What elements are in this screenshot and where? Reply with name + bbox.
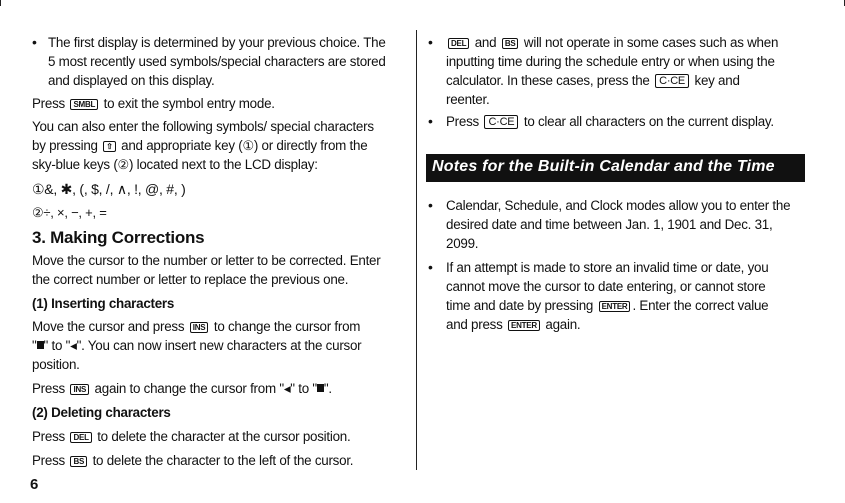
paragraph-line: Move the cursor to the number or letter to be corrected. Enter <box>32 253 381 268</box>
text-fragment: Press <box>32 381 65 396</box>
shift-key-icon: ⇧ <box>103 141 115 152</box>
paragraph-line: You can also enter the following symbols/ special characters <box>32 119 374 134</box>
text-fragment: Press <box>32 429 65 444</box>
symbols-list-2: ②÷, ×, −, +, = <box>32 205 107 220</box>
del-key-icon: DEL <box>448 38 469 49</box>
symbols-list-1: ①&, ✱, (, $, /, ∧, !, @, #, ) <box>32 181 186 197</box>
block-cursor-icon <box>317 384 324 392</box>
paragraph-line <box>446 35 778 50</box>
paragraph-line: reenter. <box>446 92 490 107</box>
text-fragment: Move the cursor and press <box>32 319 185 334</box>
text-fragment: ) located next to the LCD display: <box>128 157 318 172</box>
section-title: 3. Making Corrections <box>32 228 205 247</box>
bullet-dot: • <box>428 34 433 50</box>
paragraph-line <box>446 298 768 313</box>
bullet-dot: • <box>428 259 433 275</box>
text-fragment: to clear all characters on the current display. <box>523 114 774 129</box>
paragraph-line <box>32 138 367 154</box>
text-fragment: time and date by pressing <box>446 298 594 313</box>
bullet-dot: • <box>428 113 433 129</box>
paragraph-line: Calendar, Schedule, and Clock modes allow you to enter the <box>446 198 791 213</box>
text-fragment: to delete the character at the cursor position. <box>97 429 351 444</box>
bs-key-icon: BS <box>502 38 519 49</box>
text-fragment: to exit the symbol entry mode. <box>103 96 275 111</box>
text-fragment: to delete the character to the left of the cursor. <box>92 453 354 468</box>
text-fragment: . Enter the correct value <box>632 298 769 313</box>
cce-key-icon: C·CE <box>484 115 518 129</box>
enter-key-icon: ENTER <box>508 320 540 331</box>
bs-key-icon: BS <box>70 456 87 467</box>
text-fragment: by pressing <box>32 138 98 153</box>
banner-title: Notes for the Built-in Calendar and the Time <box>432 158 775 175</box>
paragraph-line <box>446 317 580 332</box>
page-number: 6 <box>30 476 39 493</box>
press-del-line <box>32 429 350 444</box>
paragraph-line: the correct number or letter to replace the previous one. <box>32 272 349 287</box>
text-fragment: to change the cursor from <box>213 319 361 334</box>
text-fragment: and appropriate key ( <box>121 138 243 153</box>
del-key-icon: DEL <box>70 432 91 443</box>
text-fragment: again. <box>545 317 581 332</box>
paragraph-line: position. <box>32 357 80 372</box>
bullet-dot: • <box>32 34 37 50</box>
text-fragment: key and <box>694 73 740 88</box>
circled-one-icon: ① <box>242 138 254 153</box>
press-symbol-line <box>32 96 275 111</box>
subsection-title: (2) Deleting characters <box>32 405 171 420</box>
paragraph-line <box>446 73 740 88</box>
text-fragment: and press <box>446 317 503 332</box>
paragraph-line: and displayed on this display. <box>48 73 215 88</box>
symbol-key-icon: SMBL <box>70 99 98 110</box>
ins-key-icon: INS <box>70 384 89 395</box>
paragraph-line: The first display is determined by your previous choice. The <box>48 35 386 50</box>
paragraph-line: desired date and time between Jan. 1, 1901 and Dec. 31, <box>446 217 773 232</box>
text-fragment: calculator. In these cases, press the <box>446 73 650 88</box>
paragraph-line <box>32 319 360 334</box>
text-fragment: Press <box>32 453 65 468</box>
press-ins-line <box>32 381 332 397</box>
paragraph-line: inputting time during the schedule entry or when using the <box>446 54 775 69</box>
paragraph-line: 2099. <box>446 236 479 251</box>
paragraph-line: cannot move the cursor to date entering, or cannot store <box>446 279 766 294</box>
paragraph-line <box>32 338 361 354</box>
paragraph-line: If an attempt is made to store an invalid time or date, you <box>446 260 769 275</box>
bullet-dot: • <box>428 197 433 213</box>
text-fragment: will not operate in some cases such as when <box>523 35 779 50</box>
paragraph-line <box>446 114 774 129</box>
text-fragment: ) or directly from the <box>253 138 368 153</box>
block-cursor-icon <box>37 341 44 349</box>
subsection-title: (1) Inserting characters <box>32 296 175 311</box>
crop-mark-left <box>0 0 1 6</box>
circled-two-icon: ② <box>117 157 129 172</box>
text-fragment: Press <box>32 96 65 111</box>
press-bs-line <box>32 453 353 468</box>
column-divider <box>416 30 417 470</box>
text-fragment: " <box>32 338 37 353</box>
cce-key-icon: C·CE <box>655 74 689 88</box>
text-fragment: " to "◂". You can now insert new characters at the cursor <box>43 338 362 353</box>
paragraph-line: 5 most recently used symbols/special characters are stored <box>48 54 386 69</box>
text-fragment: Press <box>446 114 479 129</box>
enter-key-icon: ENTER <box>599 301 631 312</box>
notes-banner <box>426 154 805 182</box>
text-fragment: sky-blue keys ( <box>32 157 118 172</box>
text-fragment: and <box>474 35 497 50</box>
paragraph-line <box>32 157 318 173</box>
ins-key-icon: INS <box>190 322 209 333</box>
text-fragment: ". <box>323 381 332 396</box>
text-fragment: again to change the cursor from "◂" to " <box>94 381 317 396</box>
